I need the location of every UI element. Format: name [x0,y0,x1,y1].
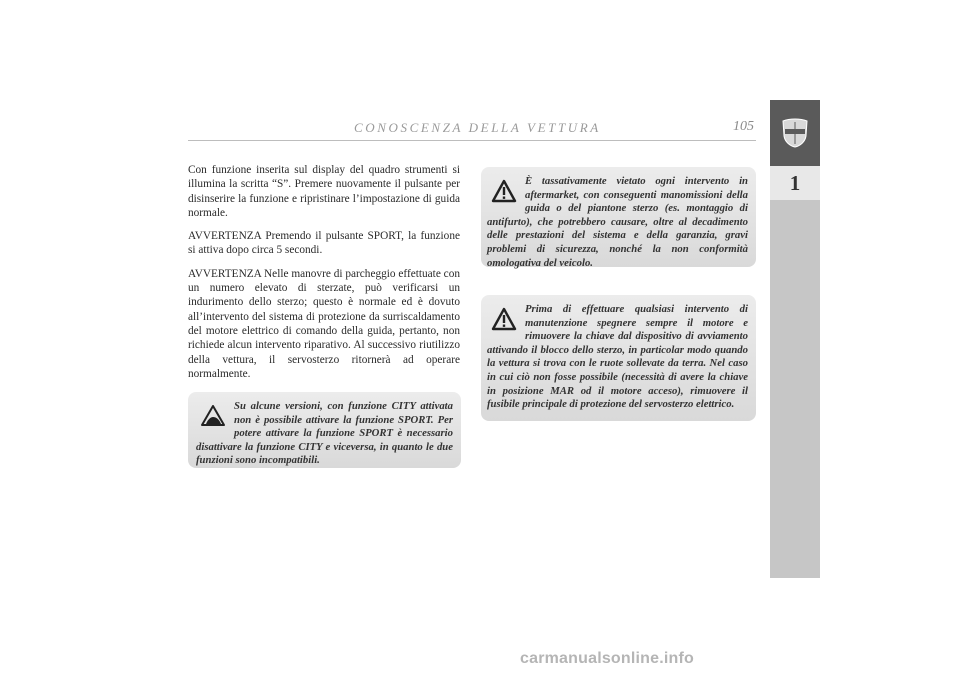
side-tab-logo-area [770,100,820,166]
notice-text: Su alcune versioni, con funzione CITY attivata non è possibile attivare la funzione SPORT. Per potere attivare la funzione SPORT è necessario disattivare la funzione CITY e viceversa, in quanto le due funzioni sono incompatibili. [196,400,453,467]
warning-text: È tassativamente vietato ogni intervento in aftermarket, con conseguenti manomissioni della guida o del piantone sterzo (es. montaggio di antifurto), che potrebbero causare, oltre al decadimento delle prestazioni del sistema e della garanzia, gravi problemi di sicurezza, nonché la non conformità omologativa del veicolo. [487,175,748,269]
section-title: CONOSCENZA DELLA VETTURA [354,120,601,135]
notice-box-city-sport [188,392,461,468]
warning-text: Prima di effettuare qualsiasi intervento di manutenzione spegnere sempre il motore e rimuovere la chiave dal dispositivo di avviamento attivando il blocco dello sterzo, in particolar modo quando la vettura si trova con le ruote sollevate da terra. Nel caso in cui ciò non fosse possibile (necessità di avere la chiave in posizione MAR od il motore acceso), rimuovere il fusibile principale di protezione del servosterzo elettrico. [487,303,748,411]
paragraph: AVVERTENZA Premendo il pulsante SPORT, la funzione si attiva dopo circa 5 secondi. [188,230,460,257]
caution-hand-icon [200,404,226,428]
header-divider [188,140,756,141]
warning-triangle-icon [491,307,517,331]
warning-triangle-icon [491,179,517,203]
lancia-logo-icon [782,118,808,148]
warning-box-maintenance [481,295,756,421]
chapter-side-tab [770,100,820,578]
chapter-number: 1 [770,166,820,200]
page-number: 105 [733,119,754,134]
body-text-column [188,163,460,390]
paragraph: Con funzione inserita sul display del quadro strumenti si illumina la scritta “S”. Premere nuovamente il pulsante per disinserire la funzione e ripristinare l’impostazione di guida normale. [188,164,460,219]
watermark: carmanualsonline.info [520,650,695,667]
warning-box-aftermarket [481,167,756,267]
paragraph: AVVERTENZA Nelle manovre di parcheggio effettuate con un numero elevato di sterzate, può verificarsi un indurimento dello sterzo; questo è normale ed è dovuto all’intervento del sistema di protezione da surriscaldamento del motore elettrico di comando della guida, pertanto, non richiede alcun intervento riparativo. Al successivo riutilizzo della vettura, il servosterzo ritornerà ad operare normalmente. [188,267,460,380]
